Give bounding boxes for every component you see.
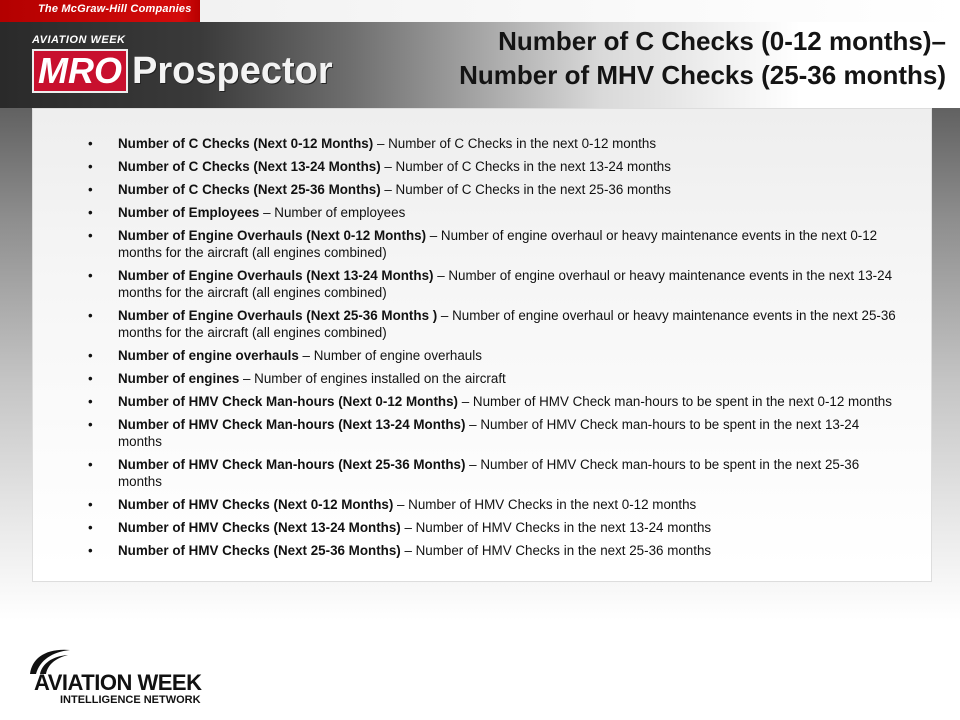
definition-desc: – Number of HMV Check man-hours to be spent in the next 13-24 months <box>118 417 860 449</box>
content-panel <box>32 108 932 582</box>
definition-term: Number of HMV Checks (Next 13-24 Months) <box>118 520 401 535</box>
definition-term: Number of engines <box>118 371 240 386</box>
list-item <box>33 227 901 261</box>
title-line-1: Number of C Checks (0-12 months)– <box>498 26 946 56</box>
list-item <box>33 347 901 364</box>
definition-desc: – Number of engine overhaul or heavy maintenance events in the next 13-24 months for the aircraft (all engines combined) <box>118 268 893 300</box>
list-item <box>33 267 901 301</box>
definition-desc: – Number of HMV Checks in the next 25-36 months <box>400 543 712 558</box>
bullet-icon: • <box>88 457 93 472</box>
bullet-icon: • <box>88 348 93 363</box>
logo-mro: MRO <box>32 49 128 93</box>
definition-term: Number of C Checks (Next 25-36 Months) <box>118 182 381 197</box>
bullet-icon: • <box>88 228 93 243</box>
definition-term: Number of HMV Checks (Next 25-36 Months) <box>118 543 401 558</box>
bullet-icon: • <box>88 136 93 151</box>
definition-term: Number of Engine Overhauls (Next 0-12 Months) <box>118 228 427 243</box>
definition-term: Number of Engine Overhauls (Next 25-36 Months ) <box>118 308 438 323</box>
definition-desc: – Number of C Checks in the next 0-12 months <box>373 136 657 151</box>
footer-brand: AVIATION WEEK <box>34 670 202 695</box>
definition-term: Number of engine overhauls <box>118 348 299 363</box>
bullet-icon: • <box>88 308 93 323</box>
definition-desc: – Number of C Checks in the next 13-24 months <box>380 159 671 174</box>
bullet-icon: • <box>88 159 93 174</box>
list-item <box>33 158 901 175</box>
definition-desc: – Number of HMV Check man-hours to be spent in the next 25-36 months <box>118 457 860 489</box>
list-item <box>33 181 901 198</box>
definition-desc: – Number of HMV Check man-hours to be spent in the next 0-12 months <box>458 394 892 409</box>
definition-desc: – Number of HMV Checks in the next 0-12 months <box>393 497 697 512</box>
bullet-icon: • <box>88 497 93 512</box>
definition-term: Number of HMV Check Man-hours (Next 0-12 Months) <box>118 394 459 409</box>
definition-desc: – Number of engines installed on the aircraft <box>239 371 506 386</box>
bullet-icon: • <box>88 371 93 386</box>
definition-desc: – Number of C Checks in the next 25-36 months <box>380 182 671 197</box>
definition-term: Number of Employees <box>118 205 260 220</box>
definition-desc: – Number of engine overhauls <box>298 348 482 363</box>
bullet-icon: • <box>88 182 93 197</box>
logo-aviation-week: AVIATION WEEK <box>32 34 126 46</box>
mro-prospector-logo <box>32 34 333 93</box>
definition-term: Number of HMV Check Man-hours (Next 25-36 Months) <box>118 457 466 472</box>
corporate-bar <box>0 0 960 22</box>
list-item <box>33 416 901 450</box>
logo-prospector: Prospector <box>132 50 333 92</box>
bullet-icon: • <box>88 205 93 220</box>
footer-network: INTELLIGENCE NETWORK <box>60 694 201 706</box>
bullet-icon: • <box>88 417 93 432</box>
list-item <box>33 204 901 221</box>
list-item <box>33 307 901 341</box>
definition-desc: – Number of engine overhaul or heavy maintenance events in the next 25-36 months for the aircraft (all engines combined) <box>118 308 896 340</box>
list-item <box>33 496 901 513</box>
bullet-icon: • <box>88 268 93 283</box>
definition-term: Number of Engine Overhauls (Next 13-24 Months) <box>118 268 434 283</box>
definition-term: Number of C Checks (Next 0-12 Months) <box>118 136 374 151</box>
bullet-icon: • <box>88 394 93 409</box>
list-item <box>33 519 901 536</box>
list-item <box>33 135 901 152</box>
corporate-name: The McGraw-Hill Companies <box>38 3 192 15</box>
slide-title <box>326 24 946 92</box>
definition-desc: – Number of engine overhaul or heavy maintenance events in the next 0-12 months for the aircraft (all engines combined) <box>118 228 878 260</box>
bullet-icon: • <box>88 543 93 558</box>
title-line-2: Number of MHV Checks (25-36 months) <box>459 60 946 90</box>
list-item <box>33 393 901 410</box>
definition-term: Number of HMV Check Man-hours (Next 13-24 Months) <box>118 417 466 432</box>
definition-term: Number of HMV Checks (Next 0-12 Months) <box>118 497 394 512</box>
list-item <box>33 370 901 387</box>
bullet-icon: • <box>88 520 93 535</box>
definition-term: Number of C Checks (Next 13-24 Months) <box>118 159 381 174</box>
definition-desc: – Number of employees <box>259 205 406 220</box>
definition-list <box>33 109 931 559</box>
definition-desc: – Number of HMV Checks in the next 13-24 months <box>400 520 712 535</box>
list-item <box>33 542 901 559</box>
list-item <box>33 456 901 490</box>
